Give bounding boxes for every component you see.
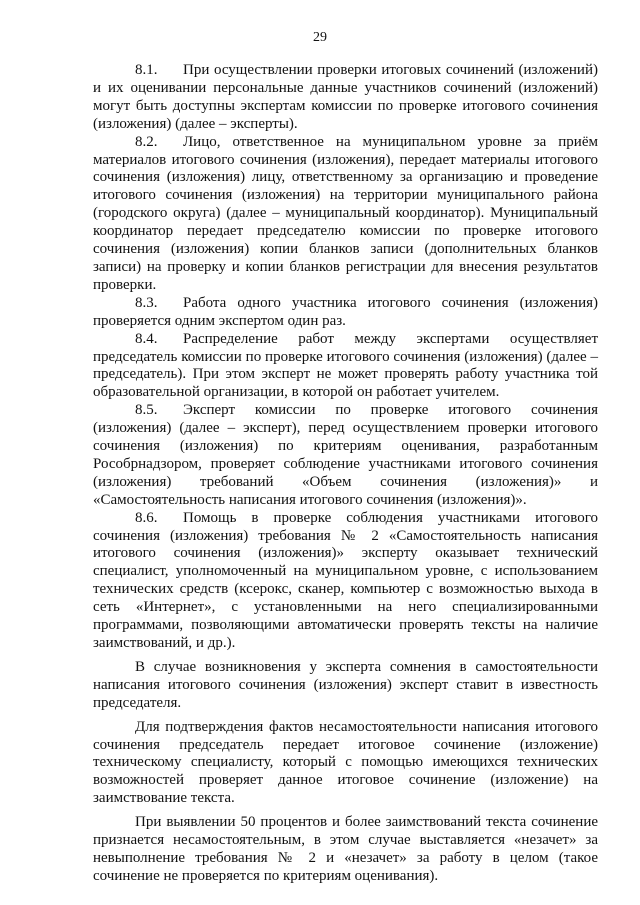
paragraph-text: При выявлении 50 процентов и более заимствований текста сочинение признается несамостоятельным, в этом случае выставляется «незачет» за невыполнение требования № 2 и «незачет» за работу в целом (такое сочинение не проверяется по критериям оценивания). (93, 814, 598, 884)
paragraph-doubt (93, 659, 598, 713)
paragraph-confirmation (93, 719, 598, 809)
paragraph-text: Лицо, ответственное на муниципальном уровне за приём материалов итогового сочинения (изложения), передает материалы итогового сочинения (изложения) лицу, ответственному за организацию и проведение итогового сочинения (изложения) на территории муниципального района (городского округа) (далее – муниципальный координатор). Муниципальный координатор передает председателю комиссии по проверке итогового сочинения (изложения) копии бланков записи (дополнительных бланков записи) на проверку и копии бланков регистрации для внесения результатов проверки. (93, 133, 598, 293)
paragraph-text: Работа одного участника итогового сочинения (изложения) проверяется одним экспертом один раз. (93, 294, 598, 329)
clause-number: 8.5. (135, 402, 158, 419)
clause-number: 8.3. (135, 294, 158, 311)
paragraph-8-1 (93, 62, 598, 134)
paragraph-text: Распределение работ между экспертами осуществляет председатель комиссии по проверке итогового сочинения (изложения) (далее – председатель). При этом эксперт не может проверять работу участника той образовательной организации, в которой он работает учителем. (93, 330, 598, 401)
paragraph-text: Помощь в проверке соблюдения участниками итогового сочинения (изложения) требования № 2 «Самостоятельность написания итогового сочинения (изложения)» эксперту оказывает технический специалист, уполномоченный на муниципальном уровне, с использованием технических средств (ксерокс, сканер, компьютер с возможностью выхода в сеть «Интернет», с установленными на него специализированными программами, позволяющими автоматически проверять тексты на наличие заимствований, и др.). (93, 509, 598, 651)
paragraph-8-5 (93, 402, 598, 509)
paragraph-text: При осуществлении проверки итоговых сочинений (изложений) и их оценивании персональные данные участников сочинений (изложений) могут быть доступны экспертам комиссии по проверке итогового сочинения (изложения) (далее – эксперты). (93, 62, 598, 132)
document-body (93, 62, 598, 886)
paragraph-8-2 (93, 134, 598, 295)
clause-number: 8.2. (135, 133, 158, 150)
paragraph-8-3 (93, 295, 598, 331)
paragraph-8-4 (93, 331, 598, 403)
clause-number: 8.1. (135, 62, 158, 78)
paragraph-8-6 (93, 510, 598, 653)
paragraph-text: Для подтверждения фактов несамостоятельности написания итогового сочинения председатель передает итоговое сочинение (изложение) техническому специалисту, который с помощью имеющихся технических возможностей проверяет данное итоговое сочинение (изложение) на заимствование текста. (93, 718, 598, 807)
page-number: 29 (313, 30, 327, 45)
clause-number: 8.4. (135, 330, 158, 347)
paragraph-borrowing (93, 814, 598, 886)
clause-number: 8.6. (135, 509, 158, 526)
paragraph-text: Эксперт комиссии по проверке итогового сочинения (изложения) (далее – эксперт), перед осуществлением проверки итогового сочинения (изложения) по критериям оценивания, разработанным Рособрнадзором, проверяет соблюдение участниками итогового сочинения (изложения) требований «Объем сочинения (изложения)» и «Самостоятельность написания итогового сочинения (изложения)». (93, 402, 598, 508)
paragraph-text: В случае возникновения у эксперта сомнения в самостоятельности написания итогового сочинения (изложения) эксперт ставит в известность председателя. (93, 658, 598, 711)
